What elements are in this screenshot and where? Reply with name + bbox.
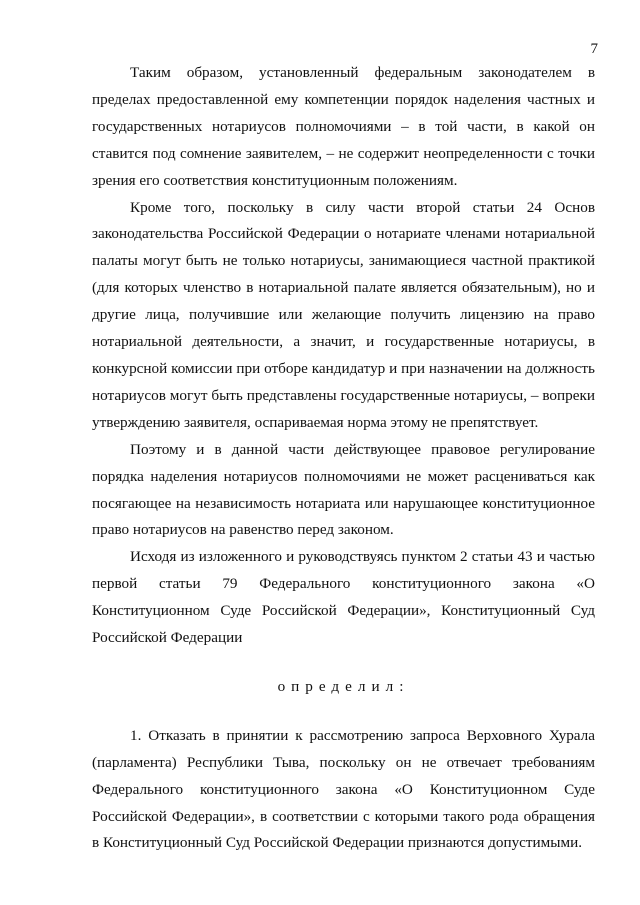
paragraph-notary-chamber: Кроме того, поскольку в силу части второй статьи 24 Основ законодательства Российской Федерации о нотариате членами нотариальной палаты могут быть не только нотариусы, занимающиеся частной практикой (для которых членство в нотариальной палате является обязательным), но и другие лица, получившие или желающие получить лицензию на право нотариальной деятельности, а значит, и государственные нотариусы, в конкурсной комиссии при отборе кандидатур и при назначении на должность нотариусов могут быть представлены государственные нотариусы, – вопреки утверждению заявителя, оспариваемая норма этому не препятствует. <box>92 198 595 431</box>
paragraph-regulation: Поэтому и в данной части действующее правовое регулирование порядка наделения нотариусов полномочиями не может расцениваться как посягающее на независимость нотариата или нарушающее конституционное право нотариусов на равенство перед законом. <box>92 440 595 539</box>
paragraph-conclusion: Таким образом, установленный федеральным законодателем в пределах предоставленной ему компетенции порядок наделения частных и государственных нотариусов полномочиями – в той части, в какой он ставится под сомнение заявителем, – не содержит неопределенности с точки зрения его соответствия конституционным положениям. <box>92 64 595 189</box>
paragraph-legal-basis: Исходя из изложенного и руководствуясь пунктом 2 статьи 43 и частью первой статьи 79 Федерального конституционного закона «О Конституционном Суде Российской Федерации», Конституционный Суд Российской Федерации <box>92 548 595 647</box>
decision-heading: определил: <box>277 677 410 695</box>
decision-item-1: 1. Отказать в принятии к рассмотрению запроса Верховного Хурала (парламента) Республики Тыва, поскольку он не отвечает требованиям Федерального конституционного закона «О Конституционном Суде Российской Федерации», в соответствии с которыми такого рода обращения в Конституционный Суд Российской Федерации признаются допустимыми. <box>92 726 595 852</box>
document-body <box>92 60 595 857</box>
page-number: 7 <box>590 41 598 57</box>
